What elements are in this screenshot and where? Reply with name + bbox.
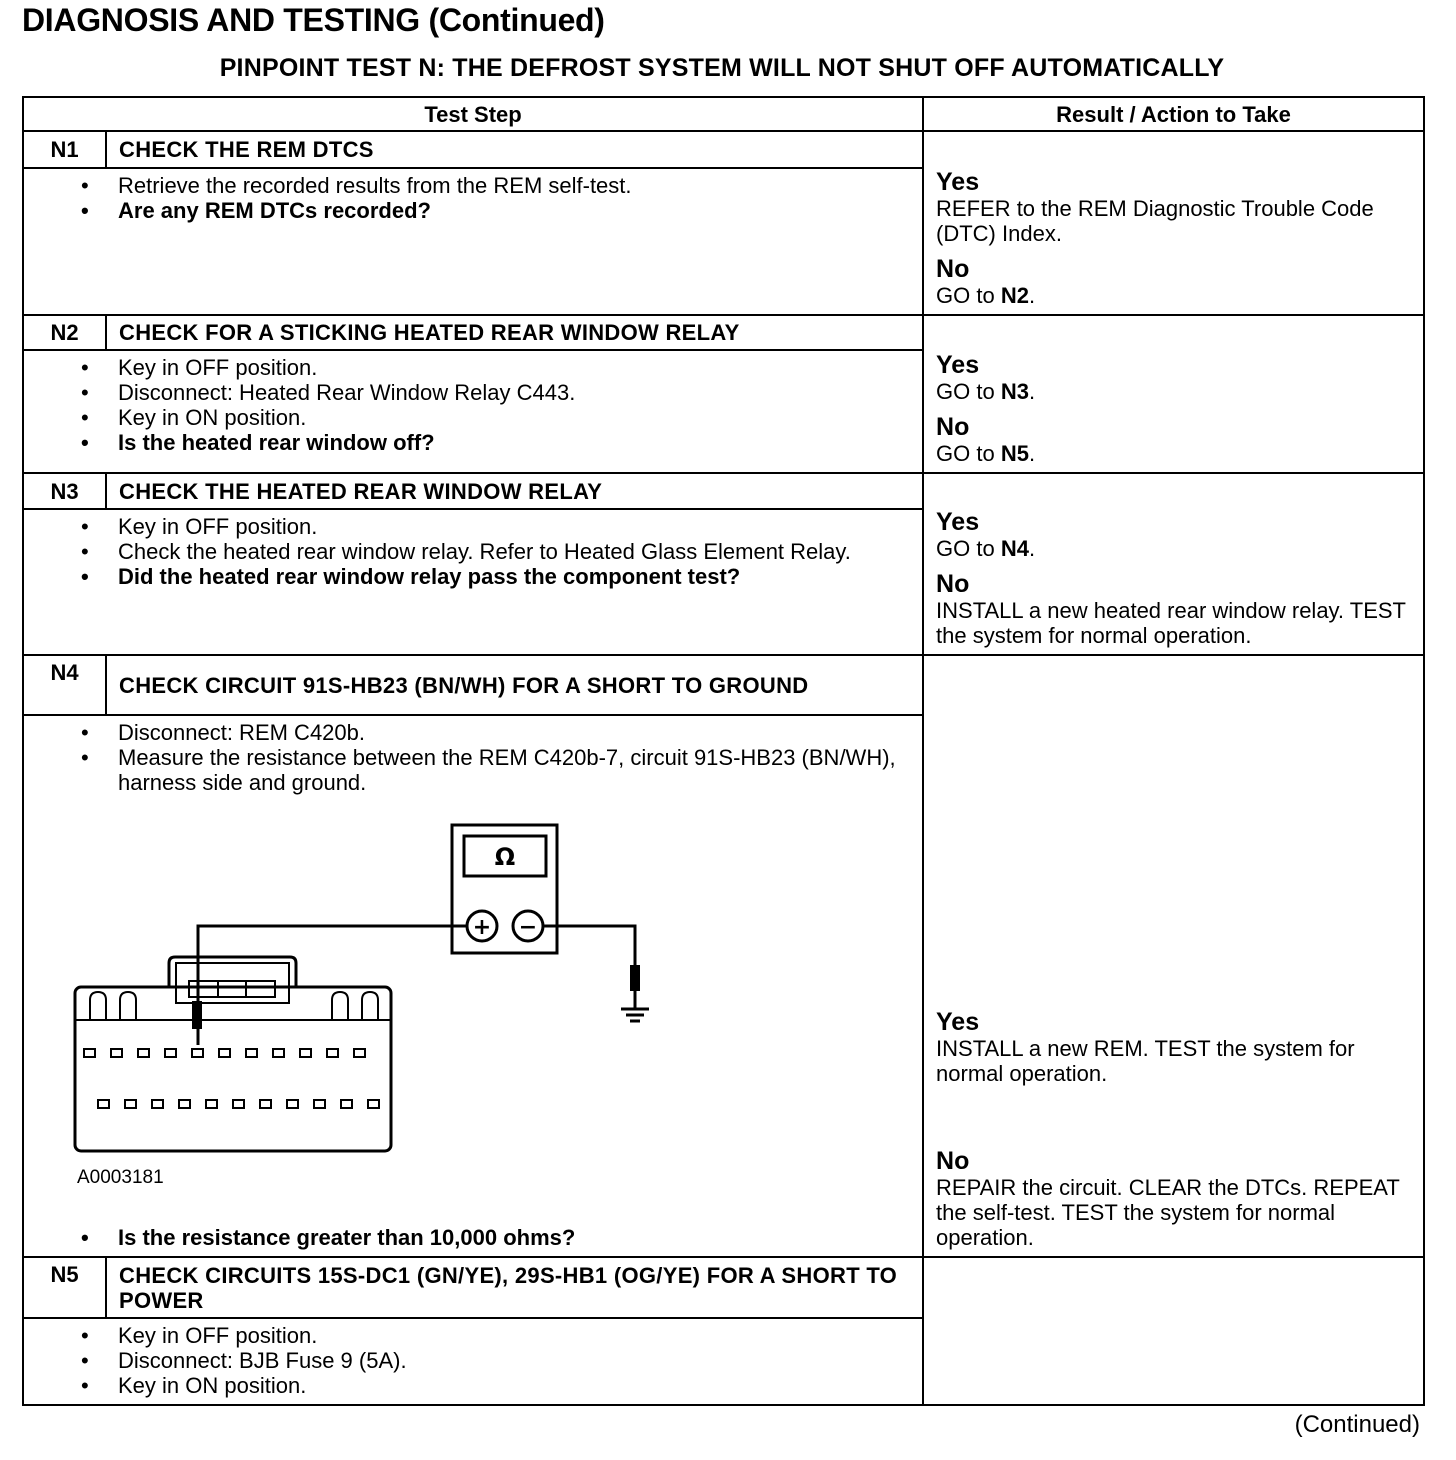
pinpoint-test-title: PINPOINT TEST N: THE DEFROST SYSTEM WILL NOT SHUT OFF AUTOMATICALLY	[219, 54, 1225, 82]
yes-text: GO to N3.	[936, 379, 1036, 404]
step-item: • Key in ON position.	[118, 1373, 914, 1398]
minus-symbol: −	[518, 915, 538, 940]
step-item: • Measure the resistance between the REM C420b-7, circuit 91S-HB23 (BN/WH), harness side and ground.	[118, 745, 914, 795]
step-item: • Key in OFF position.	[118, 355, 914, 380]
yes-label: Yes	[936, 1008, 980, 1036]
step-result	[923, 131, 1424, 315]
step-question: • Is the heated rear window off?	[118, 430, 914, 455]
pinpoint-test-table	[22, 96, 1425, 1406]
no-label: No	[936, 413, 970, 441]
step-title: CHECK CIRCUITS 15S-DC1 (GN/YE), 29S-HB1 (OG/YE) FOR A SHORT TO POWER	[106, 1257, 923, 1318]
yes-text: GO to N4.	[936, 536, 1036, 561]
step-title: CHECK THE HEATED REAR WINDOW RELAY	[106, 473, 923, 509]
step-body	[23, 350, 923, 473]
step-title-row	[23, 655, 1424, 715]
page-title: DIAGNOSIS AND TESTING (Continued)	[22, 2, 605, 38]
step-result	[923, 1257, 1424, 1405]
step-title-row	[23, 131, 1424, 168]
step-id: N3	[23, 473, 106, 509]
yes-label: Yes	[936, 351, 980, 379]
step-title-row	[23, 1257, 1424, 1318]
step-item: • Disconnect: REM C420b.	[118, 720, 914, 745]
step-result	[923, 315, 1424, 473]
yes-text: INSTALL a new REM. TEST the system for normal operation.	[936, 1036, 1355, 1086]
step-item: • Disconnect: BJB Fuse 9 (5A).	[118, 1348, 914, 1373]
ohm-symbol: Ω	[494, 843, 516, 871]
no-text: GO to N5.	[936, 441, 1036, 466]
step-id: N4	[23, 655, 106, 715]
step-title: CHECK THE REM DTCS	[106, 131, 923, 168]
no-label: No	[936, 570, 970, 598]
step-title-row	[23, 473, 1424, 509]
table-header-row	[23, 97, 1424, 131]
connector-pins-row-1	[84, 1049, 365, 1057]
positive-probe	[192, 1001, 202, 1029]
yes-text: REFER to the REM Diagnostic Trouble Code (DTC) Index.	[936, 196, 1374, 246]
no-text: INSTALL a new heated rear window relay. TEST the system for normal operation.	[936, 598, 1406, 648]
ohmmeter-connector-diagram	[32, 795, 538, 1195]
continued-label: (Continued)	[1294, 1411, 1420, 1438]
step-body	[23, 1318, 923, 1405]
yes-label: Yes	[936, 168, 980, 196]
step-item: • Retrieve the recorded results from the REM self-test.	[118, 173, 914, 198]
step-title: CHECK CIRCUIT 91S-HB23 (BN/WH) FOR A SHORT TO GROUND	[106, 655, 923, 715]
step-item: • Disconnect: Heated Rear Window Relay C443.	[118, 380, 914, 405]
step-item: • Key in ON position.	[118, 405, 914, 430]
step-question: • Did the heated rear window relay pass the component test?	[118, 564, 914, 589]
ground-probe	[630, 965, 640, 991]
step-question: • Are any REM DTCs recorded?	[118, 198, 914, 223]
step-item: • Key in OFF position.	[118, 1323, 914, 1348]
step-id: N1	[23, 131, 106, 168]
figure-code: A0003181	[77, 1167, 164, 1188]
step-id: N5	[23, 1257, 106, 1318]
step-result	[923, 655, 1424, 1257]
step-title: CHECK FOR A STICKING HEATED REAR WINDOW RELAY	[106, 315, 923, 350]
no-label: No	[936, 1147, 970, 1175]
result-header: Result / Action to Take	[923, 97, 1424, 131]
step-body	[23, 715, 923, 1257]
step-result	[923, 473, 1424, 655]
step-body	[23, 168, 923, 315]
step-title-row	[23, 315, 1424, 350]
step-body	[23, 509, 923, 655]
step-id: N2	[23, 315, 106, 350]
step-question: • Is the resistance greater than 10,000 ohms?	[118, 1225, 914, 1250]
connector-pins-row-2	[98, 1100, 379, 1108]
wiring-figure	[32, 795, 914, 1225]
no-text: GO to N2.	[936, 283, 1036, 308]
plus-symbol: +	[472, 915, 492, 940]
yes-label: Yes	[936, 508, 980, 536]
step-item: • Check the heated rear window relay. Refer to Heated Glass Element Relay.	[118, 539, 914, 564]
no-label: No	[936, 255, 970, 283]
step-item: • Key in OFF position.	[118, 514, 914, 539]
no-text: REPAIR the circuit. CLEAR the DTCs. REPEAT the self-test. TEST the system for normal operation.	[936, 1175, 1400, 1250]
test-step-header: Test Step	[23, 97, 923, 131]
